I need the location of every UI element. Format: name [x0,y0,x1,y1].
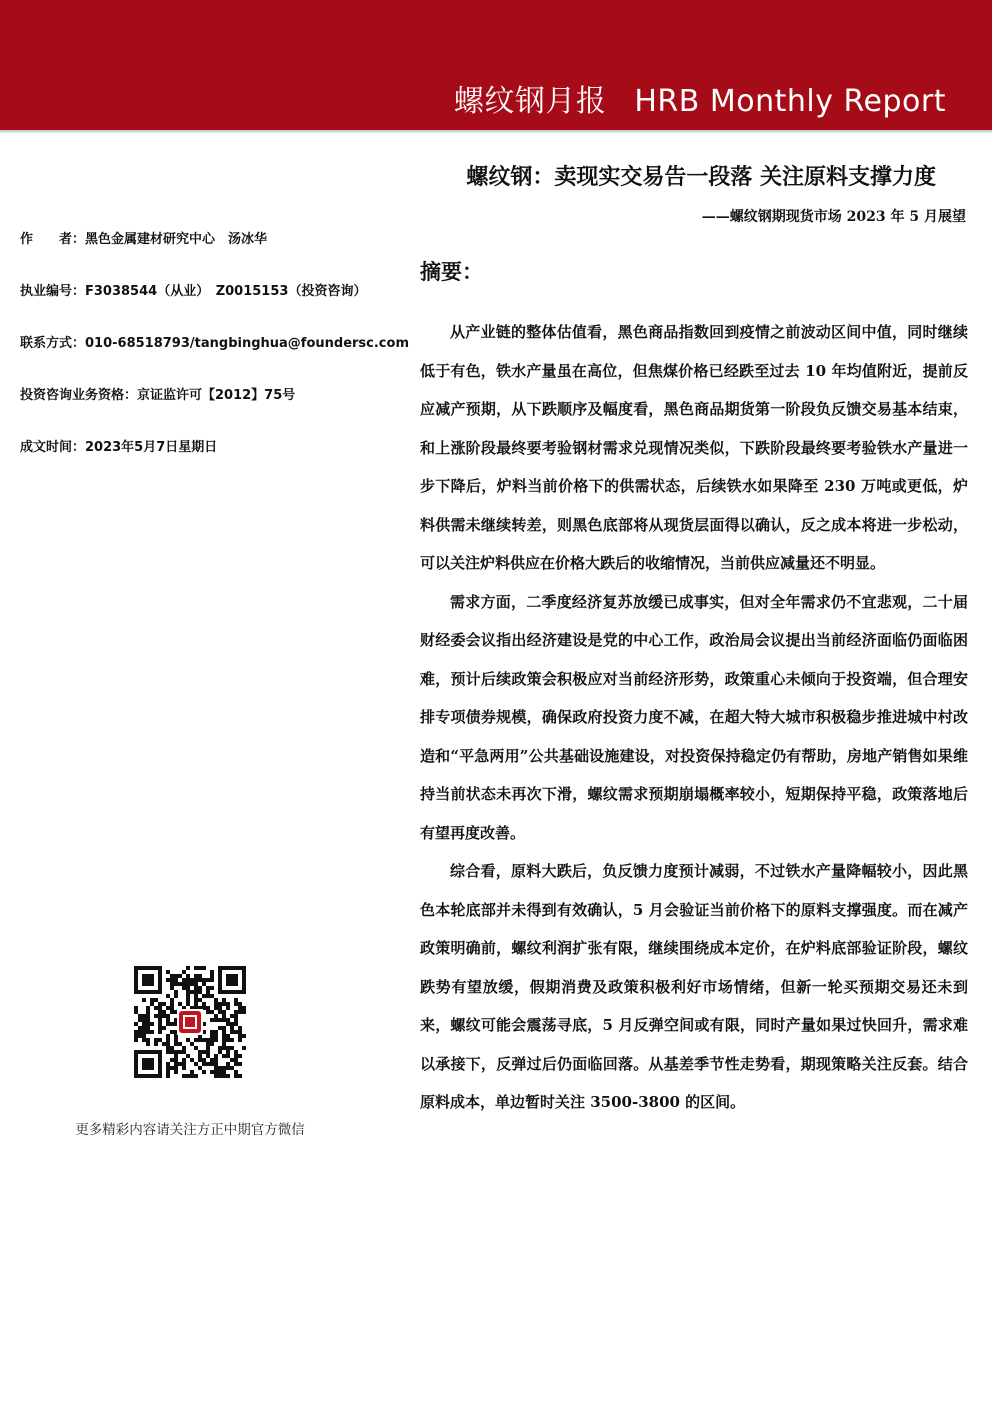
qr-module [178,1050,182,1054]
qr-module [174,1042,178,1046]
qr-module [178,1042,182,1046]
qr-module [146,1038,150,1042]
qr-module [226,1066,230,1070]
qr-module [186,1038,190,1042]
qr-module [202,1050,206,1054]
qr-module [146,1014,150,1018]
qr-module [218,1006,222,1010]
qr-module [206,978,210,982]
qr-module [174,1070,178,1074]
qr-module [142,1030,146,1034]
qr-module [170,1046,174,1050]
qr-module [150,998,154,1002]
qr-module [238,1034,242,1038]
qr-module [166,1042,170,1046]
qr-module [194,1038,198,1042]
qr-module [134,1030,138,1034]
report-title: 螺纹钢：卖现实交易告一段落 关注原料支撑力度 [466,164,936,190]
qr-module [206,994,210,998]
header-divider [0,130,992,134]
qr-module [226,1034,230,1038]
qr-module [170,1030,174,1034]
qr-module [222,1018,226,1022]
qr-module [202,1038,206,1042]
qr-module [202,994,206,998]
qr-module [238,1006,242,1010]
qr-module [138,1014,142,1018]
qr-module [198,1058,202,1062]
qr-module [238,1054,242,1058]
qr-module [138,1026,142,1030]
qr-module [234,1054,238,1058]
qr-module [158,1022,162,1026]
qr-module [198,998,202,1002]
qr-module [190,978,194,982]
qr-module [158,1026,162,1030]
qr-module [222,1034,226,1038]
qr-module [210,1034,214,1038]
qr-module [166,1006,170,1010]
qr-module [206,1038,210,1042]
qr-module [230,1022,234,1026]
qr-module [226,1006,230,1010]
qr-module [182,978,186,982]
qr-module [218,1002,222,1006]
qr-module [210,1018,214,1022]
qr-module [166,1018,170,1022]
qr-module [182,986,186,990]
qr-module [242,1046,246,1050]
qr-module [194,998,198,1002]
qr-module [174,994,178,998]
qr-module [198,974,202,978]
qr-module [210,970,214,974]
qr-module [218,1026,222,1030]
qr-module [134,1010,138,1014]
qr-module [158,1038,162,1042]
qr-module [198,1038,202,1042]
qr-module [170,1006,174,1010]
qr-module [166,970,170,974]
qr-module [194,994,198,998]
qr-module [230,1046,234,1050]
qr-module [174,982,178,986]
qr-module [230,1014,234,1018]
qr-module [234,1058,238,1062]
qr-module [174,1038,178,1042]
qr-module [238,1026,242,1030]
qr-module [182,1074,186,1078]
qr-module [162,1002,166,1006]
qr-module [202,1002,206,1006]
qr-module [218,1066,222,1070]
qr-module [238,1038,242,1042]
qr-module [170,978,174,982]
qr-module [170,986,174,990]
qr-module [146,1022,150,1026]
qr-module [166,1070,170,1074]
qr-module [186,978,190,982]
qr-module [182,1050,186,1054]
qr-module [214,1006,218,1010]
qr-code-icon[interactable] [134,966,246,1078]
qr-module [238,1062,242,1066]
qr-module [206,1006,210,1010]
qualification-line: 投资咨询业务资格：京证监许可【2012】75号 [20,388,296,403]
summary-paragraph: 从产业链的整体估值看，黑色商品指数回到疫情之前波动区间中值，同时继续低于有色，铁水产量虽在高位，但焦煤价格已经跌至过去 10 年均值附近，提前反应减产预期，从下跌顺序及幅度看，黑色商品期货第一阶段负反馈交易基本结束，和上涨阶段最终要考验钢材需求兑现情况类似，下跌阶段最终要考验铁水产量进一步下降后，炉料当前价格下的供需状态，后续铁水如果降至 230 万吨或更低，炉料供需未继续转差，则黑色底部将从现货层面得以确认，反之成本将进一步松动，可以关注炉料供应在价格大跌后的收缩情况，当前供应减量还不明显。 [420,323,968,572]
qr-module [234,1070,238,1074]
qr-module [182,1062,186,1066]
qr-module [238,1074,242,1078]
qr-module [230,1026,234,1030]
qr-module [210,1030,214,1034]
qr-module [242,1010,246,1014]
qr-module [154,1006,158,1010]
qr-module [210,1010,214,1014]
qr-module [142,1022,146,1026]
qr-module [134,1022,138,1026]
qr-module [158,1002,162,1006]
qr-module [194,966,198,970]
qr-module [186,986,190,990]
qr-module [198,966,202,970]
qr-module [170,1002,174,1006]
qr-module [170,1058,174,1062]
qr-module [146,1030,150,1034]
qr-module [190,1058,194,1062]
qr-module [146,1042,150,1046]
qr-module [182,1066,186,1070]
qr-module [198,978,202,982]
qr-module [218,1010,222,1014]
qr-module [186,1074,190,1078]
qr-module [150,1030,154,1034]
qr-module [194,1074,198,1078]
qr-module [174,974,178,978]
qr-module [234,1030,238,1034]
qr-module [158,1018,162,1022]
qr-module [222,1010,226,1014]
qr-module [134,1006,138,1010]
author-info [20,230,409,490]
date-line: 成文时间：2023年5月7日星期日 [20,440,218,455]
qr-module [146,1006,150,1010]
qr-module [222,998,226,1002]
qr-module [142,1038,146,1042]
qr-module [194,990,198,994]
qr-module [242,1006,246,1010]
qr-module [234,1074,238,1078]
qr-module [166,994,170,998]
summary-paragraph: 需求方面，二季度经济复苏放缓已成事实，但对全年需求仍不宜悲观，二十届财经委会议指出经济建设是党的中心工作，政治局会议提出当前经济面临仍面临困难，预计后续政策会积极应对当前经济形势，政策重心未倾向于投资端，但合理安排专项债券规模，确保政府投资力度不减，在超大特大城市积极稳步推进城中村改造和“平急两用”公共基础设施建设，对投资保持稳定仍有帮助，房地产销售如果维持当前状态未再次下滑，螺纹需求预期崩塌概率较小，短期保持平稳，政策落地后有望再度改善。 [420,592,968,842]
qr-module [178,974,182,978]
qr-module [230,1058,234,1062]
qr-module [214,1030,218,1034]
qr-module [206,1042,210,1046]
qr-module [194,1002,198,1006]
qr-module [222,1046,226,1050]
qr-module [202,1062,206,1066]
summary-paragraph: 综合看，原料大跌后，负反馈力度预计减弱，不过铁水产量降幅较小，因此黑色本轮底部并未得到有效确认，5 月会验证当前价格下的原料支撑强度。而在减产政策明确前，螺纹利润扩张有限，继续围绕成本定价，在炉料底部验证阶段，螺纹跌势有望放缓，假期消费及政策积极利好市场情绪，但新一轮买预期交易还未到来，螺纹可能会震荡寻底，5 月反弹空间或有限，同时产量如果过快回升，需求难以承接下，反弹过后仍面临回落。从基差季节性走势看，期现策略关注反套。结合原料成本，单边暂时关注 3500-3800 的区间。 [420,862,968,1111]
qr-module [234,1010,238,1014]
qr-module [142,998,146,1002]
qr-module [214,1014,218,1018]
contact-line[interactable]: 联系方式：010-68518793/tangbinghua@foundersc.com [20,336,409,351]
qr-module [226,1054,230,1058]
qr-module [202,978,206,982]
qr-module [198,986,202,990]
qr-module [166,1050,170,1054]
qr-module [154,1014,158,1018]
qr-module [186,982,190,986]
qr-module [170,1022,174,1026]
qr-module [214,998,218,1002]
qr-module [158,1010,162,1014]
qr-module [234,1022,238,1026]
qr-module [138,1030,142,1034]
qr-module [142,1018,146,1022]
qr-module [170,1066,174,1070]
qr-module [234,1050,238,1054]
qr-module [222,1026,226,1030]
qr-module [170,974,174,978]
qr-module [166,1022,170,1026]
qr-module [186,998,190,1002]
qr-module [222,1030,226,1034]
qr-module [230,1038,234,1042]
qr-module [234,1002,238,1006]
qr-module [186,974,190,978]
qr-module [230,1066,234,1070]
qr-module [174,1066,178,1070]
qr-module [210,1042,214,1046]
qr-module [206,1046,210,1050]
qr-module [170,998,174,1002]
report-subtitle: ——螺纹钢期现货市场 2023 年 5 月展望 [701,209,966,225]
qr-module [210,1038,214,1042]
qr-module [218,1046,222,1050]
qr-module [142,1026,146,1030]
qr-module [238,1002,242,1006]
qr-module [222,1014,226,1018]
qr-module [226,1074,230,1078]
qr-module [202,1070,206,1074]
qr-module [198,1050,202,1054]
qr-module [214,1062,218,1066]
qr-module [166,1034,170,1038]
qr-module [134,1038,138,1042]
qr-module [214,1002,218,1006]
qr-module [174,1054,178,1058]
qr-module [174,978,178,982]
qr-module [202,966,206,970]
qr-module [194,974,198,978]
qr-module [210,1070,214,1074]
qr-module [210,1062,214,1066]
qr-module [210,1058,214,1062]
qr-module [174,1062,178,1066]
qr-module [210,994,214,998]
qr-module [194,986,198,990]
qr-module [138,1018,142,1022]
qr-module [174,990,178,994]
qr-module [222,1042,226,1046]
qr-module [162,1010,166,1014]
qr-module [194,1062,198,1066]
qr-module [222,1070,226,1074]
qr-module [146,1018,150,1022]
qr-module [222,1002,226,1006]
qr-module [206,990,210,994]
qr-module [194,982,198,986]
qr-module [242,1034,246,1038]
qr-module [178,982,182,986]
qr-module [154,1042,158,1046]
qr-module [170,982,174,986]
qr-module [226,1002,230,1006]
qr-module [162,1042,166,1046]
qr-module [214,1034,218,1038]
qr-module [218,1074,222,1078]
qr-module [190,1042,194,1046]
qr-module [198,1066,202,1070]
qr-module [214,1038,218,1042]
qr-module [206,1062,210,1066]
qr-module [226,1018,230,1022]
qr-module [202,1058,206,1062]
qr-module [238,1030,242,1034]
qr-module [146,1026,150,1030]
qr-module [234,998,238,1002]
qr-module [214,1018,218,1022]
summary-heading: 摘要： [420,259,483,284]
report-series-title [454,76,946,120]
qr-module [162,1014,166,1018]
qr-module [166,1062,170,1066]
qr-module [222,1038,226,1042]
qr-module [210,978,214,982]
qr-module [218,1018,222,1022]
qr-module [174,1050,178,1054]
qr-module [154,998,158,1002]
qr-module [194,978,198,982]
qr-module [218,1050,222,1054]
qr-module [166,1014,170,1018]
qr-module [150,1022,154,1026]
qr-module [234,1018,238,1022]
qr-module [206,1010,210,1014]
qr-module [214,1074,218,1078]
qr-caption: 更多精彩内容请关注方正中期官方微信 [75,1122,305,1138]
qr-module [186,966,190,970]
qr-module [146,1010,150,1014]
qr-module [214,1058,218,1062]
qr-module [154,1038,158,1042]
qr-module [206,1050,210,1054]
qr-module [214,1054,218,1058]
qr-module [214,1070,218,1074]
summary-body [420,313,968,1122]
qr-module [190,1070,194,1074]
author-line: 作 者：黑色金属建材研究中心 汤冰华 [20,232,268,247]
qr-module [238,1010,242,1014]
qr-module [194,1046,198,1050]
qr-module [158,1030,162,1034]
qr-module [186,1054,190,1058]
qr-module [142,1034,146,1038]
qr-module [178,1002,182,1006]
qr-module [190,1074,194,1078]
qr-module [174,1058,178,1062]
qr-module [166,1066,170,1070]
qr-module [166,1038,170,1042]
qr-module [186,994,190,998]
qr-module [182,1058,186,1062]
qr-module [166,978,170,982]
qr-module [134,1034,138,1038]
qr-module [158,1014,162,1018]
qr-module [182,1046,186,1050]
qr-module [206,1054,210,1058]
qr-module [198,1054,202,1058]
qr-module [162,1026,166,1030]
qr-module [222,1054,226,1058]
qr-module [150,1002,154,1006]
qr-module [198,990,202,994]
qr-module [138,1034,142,1038]
qr-module [226,1038,230,1042]
qr-module [170,1050,174,1054]
series-title-cn: 螺纹钢月报 [453,84,607,119]
qr-module [166,1074,170,1078]
qr-module [234,1062,238,1066]
qr-module [158,1006,162,1010]
qr-module [230,1030,234,1034]
qr-module [210,986,214,990]
qr-module [222,1074,226,1078]
qr-module [218,1070,222,1074]
qr-module [170,1010,174,1014]
qr-module [222,1066,226,1070]
qr-module [214,1066,218,1070]
qr-module [186,1002,190,1006]
qr-module [178,1062,182,1066]
qr-module [142,1014,146,1018]
qr-module [226,1022,230,1026]
qr-module [210,974,214,978]
license-line: 执业编号：F3038544（从业） Z0015153（投资咨询） [20,284,367,299]
qr-module [234,1014,238,1018]
qr-module [182,982,186,986]
qr-module [186,990,190,994]
qr-module [226,1062,230,1066]
qr-module [166,1046,170,1050]
series-title-en: HRB Monthly Report [634,84,946,119]
qr-module [190,982,194,986]
qr-module [226,1046,230,1050]
qr-module [182,970,186,974]
qr-module [206,986,210,990]
qr-module [202,982,206,986]
qr-module [190,990,194,994]
qr-module [226,1050,230,1054]
